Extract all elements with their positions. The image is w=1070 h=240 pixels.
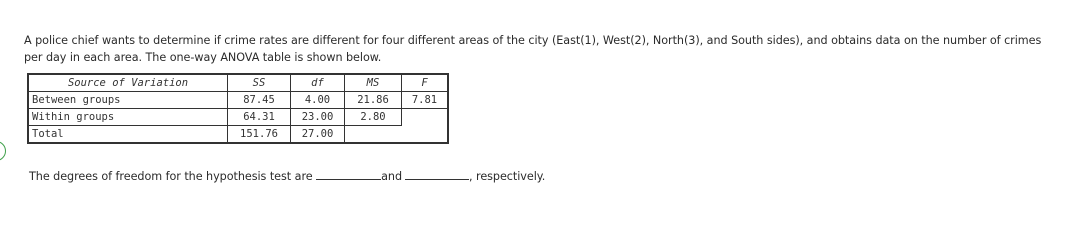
cell-source: Total bbox=[28, 126, 228, 144]
prompt-text-after: , respectively. bbox=[469, 170, 546, 183]
cell-f: 7.81 bbox=[402, 92, 449, 109]
table-row-total bbox=[28, 126, 448, 144]
cell-ss: 151.76 bbox=[228, 126, 291, 144]
question-status-indicator bbox=[0, 141, 6, 161]
table-row-between-groups bbox=[28, 92, 448, 109]
fill-in-prompt bbox=[29, 168, 545, 185]
prompt-text-before: The degrees of freedom for the hypothesis test are bbox=[29, 170, 317, 183]
cell-ms: 21.86 bbox=[345, 92, 402, 109]
question-text: A police chief wants to determine if crime rates are different for four different areas of the city (East(1), West(2), North(3), and South sides), and obtains data on the number of crimes per day in each area. The one-way ANOVA table is shown below. bbox=[24, 34, 1042, 65]
header-df: df bbox=[291, 74, 345, 92]
header-ms: MS bbox=[345, 74, 402, 92]
cell-ms: 2.80 bbox=[345, 109, 402, 126]
cell-df: 4.00 bbox=[291, 92, 345, 109]
answer-blank-1[interactable] bbox=[316, 168, 381, 180]
cell-df: 23.00 bbox=[291, 109, 345, 126]
cell-df: 27.00 bbox=[291, 126, 345, 144]
anova-table bbox=[27, 73, 449, 144]
cell-source: Between groups bbox=[28, 92, 228, 109]
header-source-of-variation: Source of Variation bbox=[28, 74, 228, 92]
answer-blank-2[interactable] bbox=[405, 168, 469, 180]
prompt-text-and: and bbox=[381, 170, 402, 183]
cell-ss: 87.45 bbox=[228, 92, 291, 109]
header-f: F bbox=[402, 74, 449, 92]
table-row-within-groups bbox=[28, 109, 448, 126]
table-header-row bbox=[28, 74, 448, 92]
cell-ss: 64.31 bbox=[228, 109, 291, 126]
cell-source: Within groups bbox=[28, 109, 228, 126]
header-ss: SS bbox=[228, 74, 291, 92]
